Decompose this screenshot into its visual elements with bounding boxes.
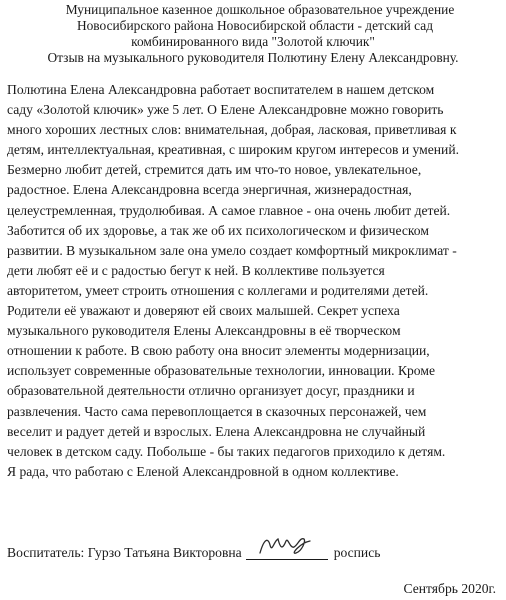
text-line: целеустремленная, трудолюбивая. А самое главное - она очень любит детей. — [7, 202, 451, 218]
text-line: веселит и радует детей и взрослых. Елена Александровна не случайный — [7, 423, 426, 439]
document-title: Отзыв на музыкального руководителя Полютину Елену Александровну. — [47, 50, 459, 65]
signature-field — [246, 543, 328, 560]
text-line: радостное. Елена Александровна всегда энергичная, жизнерадостная, — [7, 182, 412, 198]
text-line: детям, интеллектуальная, креативная, с широким кругом интересов и умений. — [7, 142, 459, 158]
text-line: отношении к работе. В свою работу она вносит элементы модернизации, — [7, 343, 430, 359]
document-header — [0, 2, 506, 66]
text-line: Полютина Елена Александровна работает воспитателем в нашем детском — [7, 82, 435, 97]
text-line: музыкального руководителя Елены Александровны в её творческом — [7, 323, 401, 339]
text-line: дети любят её и с радостью бегут к ней. В коллективе пользуется — [7, 262, 385, 278]
text-line: Безмерно любит детей, стремится дать им что-то новое, увлекательное, — [7, 162, 422, 178]
text-line: использует современные образовательные технологии, инновации. Кроме — [7, 363, 435, 379]
text-line: образовательной деятельности отлично организует досуг, праздники и — [7, 383, 415, 399]
text-line: развитии. В музыкальном зале она умело создает комфортный микроклимат - — [7, 242, 457, 258]
signature-block — [7, 543, 380, 562]
text-line: авторитетом, умеет строить отношения с коллегами и родителями детей. — [7, 282, 429, 298]
signature-label: роспись — [333, 545, 381, 560]
text-line: много хороших лестных слов: внимательная, добрая, ласковая, приветливая к — [7, 122, 457, 138]
header-organization-line: комбинированного вида "Золотой ключик" — [131, 34, 375, 49]
text-line: Родители её уважают и доверяют ей своих малышей. Секрет успеха — [7, 303, 400, 319]
header-organization-line: Новосибирского района Новосибирской области - детский сад — [76, 18, 434, 33]
text-line: Я рада, что работаю с Еленой Александровной в одном коллективе. — [7, 463, 399, 479]
signature-author: Воспитатель: Гурзо Татьяна Викторовна — [7, 545, 242, 560]
document-date: Сентябрь 2020г. — [403, 581, 496, 596]
text-line: Заботится об их здоровье, а так же об их психологическом и физическом — [7, 222, 429, 238]
text-line: развлечения. Часто сама перевоплощается в сказочных персонажей, чем — [7, 403, 427, 419]
handwritten-signature-icon — [250, 531, 320, 561]
text-line: человек в детском саду. Побольше - бы таких педагогов приходило к детям. — [7, 443, 446, 459]
review-text — [7, 80, 506, 482]
header-organization-line: Муниципальное казенное дошкольное образовательное учреждение — [65, 2, 455, 17]
text-line: саду «Золотой ключик» уже 5 лет. О Елене Александровне можно говорить — [7, 102, 444, 118]
